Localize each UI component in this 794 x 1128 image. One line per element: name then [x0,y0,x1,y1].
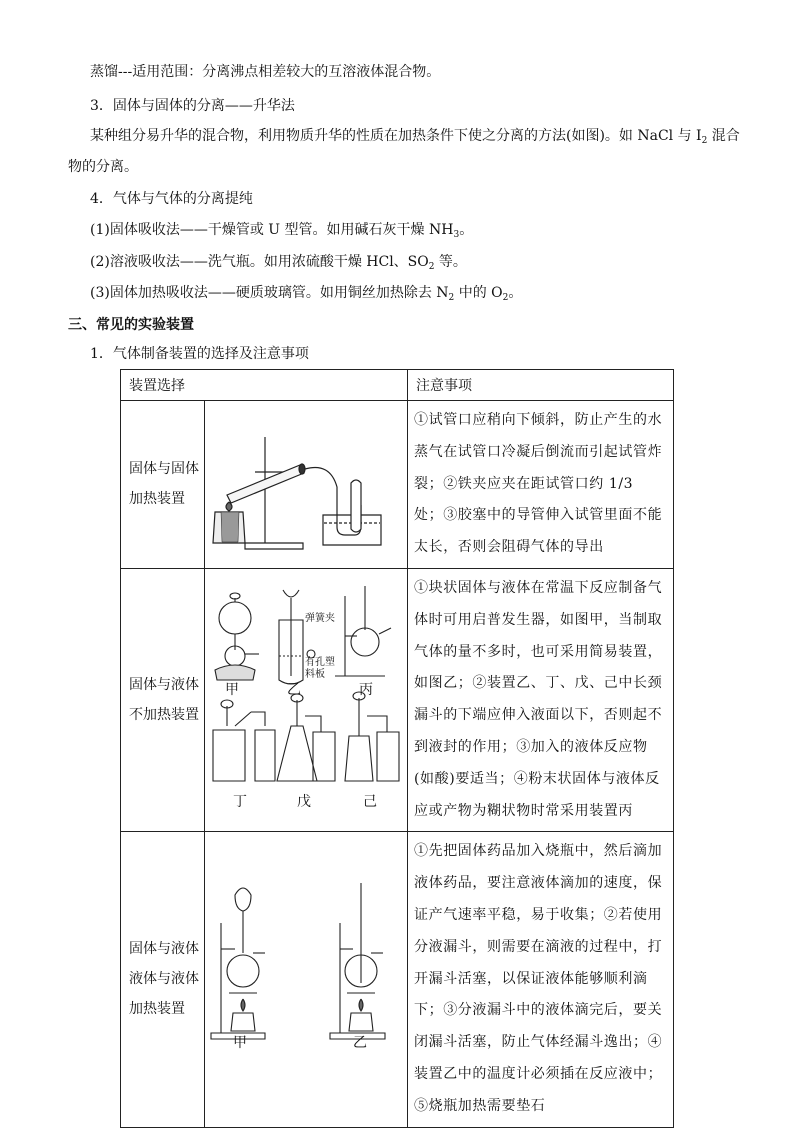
apparatus-table [120,369,674,1128]
row-note: ①先把固体药品加入烧瓶中，然后滴加液体药品，要注意液体滴加的速度，保证产气速率平稳，易于收集；②若使用分液漏斗，则需要在滴液的过程中，打开漏斗活塞，以保证液体能够顺利滴下；③分液漏斗中的液体滴完后，要关闭漏斗活塞，防止气体经漏斗逸出；④装置乙中的温度计必须插在反应液中；⑤烧瓶加热需要垫石 [408,832,674,1127]
callout-spring-clip: 弹簧夹 [305,612,335,624]
table-header-row [121,370,674,401]
label-yi: 乙 [353,1035,367,1052]
header-apparatus: 装置选择 [121,370,408,401]
callout-plate-line1: 有孔塑 [305,656,335,668]
sublimation-text-line2: 物的分离。 [68,159,138,175]
heading-gas-separation: 4．气体与气体的分离提纯 [90,191,253,207]
sublimation-text-line1: 某种组分易升华的混合物，利用物质升华的性质在加热条件下使之分离的方法(如图)。如 NaCl 与 $I_2$ 混合 [90,128,740,146]
label-jia: 甲 [225,681,239,698]
label-bing: 丙 [359,681,373,698]
distillation-line: 蒸馏---适用范围：分离沸点相差较大的互溶液体混合物。 [90,64,441,80]
row-label: 固体与液体 液体与液体 加热装置 [121,832,205,1127]
row-label: 固体与固体 加热装置 [121,401,205,569]
gas-method-2: (2)溶液吸收法——洗气瓶。如用浓硫酸干燥 HCl、$SO_2$ 等。 [90,254,467,272]
gas-method-1: (1)固体吸收法——干燥管或 U 型管。如用碱石灰干燥 $NH_3$。 [90,222,474,240]
callout-plate-line2: 料板 [305,668,325,680]
header-notes: 注意事项 [408,370,674,401]
solid-heating-apparatus-figure [205,407,408,557]
label-yi: 乙 [287,681,301,698]
figure-heating-liquid [205,832,408,1127]
section-title: 三、常见的实验装置 [68,317,194,333]
row-label: 固体与液体 不加热装置 [121,568,205,831]
figure-solid-heating [205,401,408,569]
label-ding: 丁 [233,793,247,810]
heating-apparatus-figure [205,853,408,1101]
figure-solid-liquid-no-heat [205,568,408,831]
table-row [121,401,674,569]
table-row [121,568,674,831]
subsection-title: 1．气体制备装置的选择及注意事项 [90,346,309,362]
row-note: ①块状固体与液体在常温下反应制备气体时可用启普发生器，如图甲，当制取气体的量不多时，也可采用简易装置，如图乙；②装置乙、丁、戊、己中长颈漏斗的下端应伸入液面以下，否则起不到液封的作用；③加入的液体反应物(如酸)要适当；④粉末状固体与液体反应或产物为糊状物时常采用装置丙 [408,568,674,831]
label-ji: 己 [363,793,377,810]
gas-method-3: (3)固体加热吸收法——硬质玻璃管。如用铜丝加热除去 $N_2$ 中的 $O_2$。 [90,285,523,303]
label-jia: 甲 [233,1035,247,1052]
label-wu: 戊 [297,793,311,810]
heading-sublimation: 3．固体与固体的分离——升华法 [90,98,295,114]
row-note: ①试管口应稍向下倾斜，防止产生的水蒸气在试管口冷凝后倒流而引起试管炸裂；②铁夹应夹在距试管口约 1/3 处；③胶塞中的导管伸入试管里面不能太长，否则会阻碍气体的导出 [408,401,674,569]
table-row [121,832,674,1127]
